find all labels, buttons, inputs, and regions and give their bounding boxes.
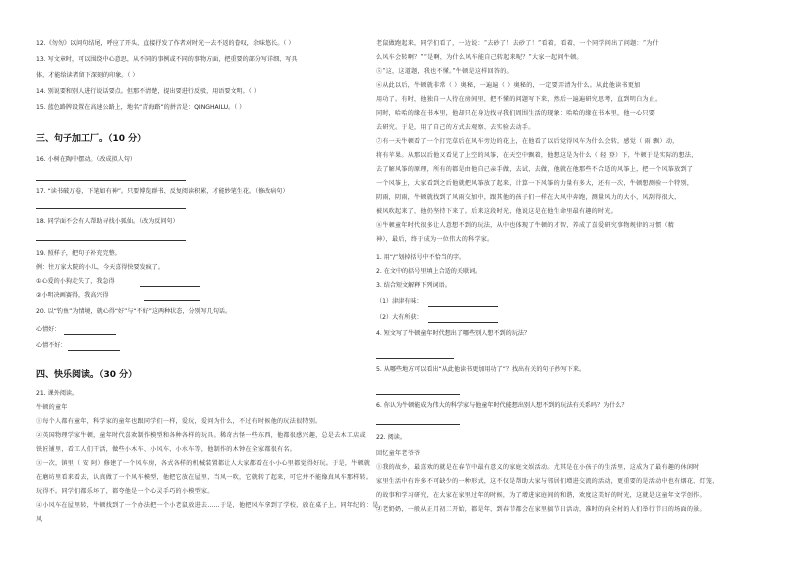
answer-line-20a[interactable]	[64, 334, 116, 335]
question-20-good: 心情好：	[36, 326, 61, 333]
question-16: 16. 小树在陶中摆动。（改成拟人句）	[36, 156, 136, 163]
passage-22-line3: 的故事和学习研究，在大家在家里过年的时候，为了增进家庭间的和谐，欢度这美好的时光，这就是这童年文学创作。	[376, 492, 706, 499]
reading-question-6: 6. 你认为牛顿能成为伟大的科学家与他童年时代能想出别人想不到的玩法有关系吗？为什么？	[376, 402, 628, 409]
reading-question-5: 5. 从哪些地方可以看出“从此他读书更加用功了”？找出有关的句子抄写下来。	[376, 366, 586, 373]
answer-line-3b[interactable]	[428, 322, 498, 323]
question-19: 19. 照样子，把句子补充完整。	[36, 250, 121, 257]
reading-question-3-item1: （1）津津有味：	[376, 298, 423, 305]
passage-paragraph-6-line4: 去研究。于是，用了自己的方式去观察、去实验去动手。	[376, 124, 535, 131]
passage-22-title: 回忆童年老爷爷	[376, 450, 421, 457]
question-19-item2: ②小明决画赛得，我高兴得	[36, 292, 109, 299]
passage-paragraph-7-line2: 将有苹果。从那以后他又看见了上空的风筝，在天空中飘着，他想这是为什么（ 轻 登）下，牛顿于是实际的想法，	[376, 152, 698, 159]
answer-line-20b[interactable]	[68, 350, 120, 351]
passage-paragraph-7-line4: 一个风筝上，大家看到之后他就把风筝放了起来，计算一下风筝的力量有多大，还有一次，牛顿想测验一个特别，	[376, 180, 694, 187]
reading-question-4: 4. 短文写了牛顿童年时代想出了哪些别人想不到的玩法？	[376, 330, 531, 337]
passage-paragraph-8-line1: ⑧牛顿童年时代很多让人意想不到的玩法，从中也体现了牛顿的才智，养成了喜爱研究事物规律的习惯（精	[376, 222, 675, 229]
passage-title: 牛顿的童年	[36, 404, 68, 411]
passage-22-line2: 家里生活中有许多不可缺少的一种形式，这不仅是帮助大家与邻居们增进交流的活动，更重要的是活动中也有烟花、灯笼、	[376, 478, 719, 485]
question-20: 20. 以“钓鱼”为情境，就心得“好”与“不好”这两种状态，分别写几句话。	[36, 308, 232, 315]
question-18: 18. 同学面不会有人帮助寻找小狐仙。（改为反问句）	[36, 218, 179, 225]
answer-line-5[interactable]	[376, 394, 460, 395]
passage-paragraph-3-line3: 玩得不。同学们都乐坏了，都夸他是一个心灵手巧的小模型家。	[36, 488, 214, 495]
passage-paragraph-6-line1: ⑥从此以后，牛顿就非常（ ）奥秘，一遍遍（ ）奥秘的，一定要弄清为什么。从此他读书更加	[376, 82, 641, 89]
answer-line-6[interactable]	[376, 424, 460, 425]
answer-line-17[interactable]	[36, 208, 186, 209]
section-4-heading: 四、快乐阅读。（30 分）	[36, 370, 138, 380]
passage-22-line1: ①我的故乡，最喜欢的就是在春节中最有意义的家庭文娱活动。尤其是在小孩子的生活里，这成为了最有趣的休闲时	[376, 464, 700, 471]
passage-paragraph-2-line2: 铁匠铺里，看工人们干活，做些小木车、小风车、小水车等，他制作的木钟在全家都很有名。	[36, 446, 297, 453]
passage-paragraph-3-line2: 在磨坊里看来看去，认真做了一个风车模型，他把它放在屋里，当风一吹，它就转了起来，可它并不能像真风车那样转。	[36, 474, 373, 481]
question-13-line2: 体，才能给读者留下深刻的印象。（ ）	[36, 72, 139, 79]
reading-question-3-item2: （2）大有所获：	[376, 314, 423, 321]
passage-paragraph-3-line1: ③一次，镇里（ 安 阿）修建了一个风车房，各式各样的机械装置都让人大家都看在小小心里都觉得好玩。于是，牛顿就	[36, 460, 371, 467]
reading-question-1: 1. 用“/”划掉括号中不恰当的字。	[376, 254, 466, 261]
question-17: 17. “读书破万卷，下笔如有神”。只要博览群书、反复阅读积累，才能妙笔生花。（修改病句）	[36, 188, 289, 195]
question-13-line1: 13. 写文章时，可以围绕中心意思，从不同的事例或不同的事物方面，把重要的部分写详细、写具	[36, 56, 298, 63]
passage-paragraph-1: ①每个人都有童年，科学家的童年也跟同学们一样，爱玩，爱问为什么，不过有时候他的玩法很特别。	[36, 418, 322, 425]
passage-paragraph-4-line1: ④小风车在屋里转，牛顿找到了一个办法把一个小老鼠放进去……于是，他把风车拿到了学校，放在桌子上，同年纪的：是，	[36, 502, 385, 509]
passage-paragraph-5: ⑤“这，这道题，我也不懂。”牛顿是这样回答的。	[376, 68, 513, 75]
question-15: 15. 蓝色路牌设置在高速公路上，地名“青海路”的拼音是：QINGHAILU。（ ）	[36, 104, 246, 111]
passage-paragraph-7-line1: ⑦有一天牛顿看了一个打完草后在风车旁边的花上，在他看了以后觉得风车为什么会转，感觉（ 雨 飘）动，	[376, 138, 679, 145]
question-19-example: 例：往万家大院的小儿，今天喜得快要发疯了。	[36, 264, 164, 271]
reading-question-2: 2. 在文中的括号里填上合适的关联词。	[376, 268, 482, 275]
answer-line-4[interactable]	[376, 358, 454, 359]
answer-line-16[interactable]	[36, 180, 186, 181]
passage-paragraph-4-line2: 风	[36, 516, 43, 523]
reading-question-3: 3. 结合短文解释下列词语。	[376, 282, 451, 289]
question-12: 12.《勿勿》以问句结尾，呼应了开头，直接抒发了作者对时光一去不返的眷叹，余味悠长。（ ）	[36, 40, 295, 47]
answer-line-19a[interactable]	[140, 286, 200, 287]
passage-paragraph-6-line2: 用功了。有时，他独自一人待在房间里，把不懂的问题写下来，然后一遍遍研究思考，直到明白为止。	[376, 96, 662, 103]
answer-line-18[interactable]	[36, 240, 186, 241]
answer-line-19b[interactable]	[144, 300, 200, 301]
question-20-bad: 心情不好：	[36, 342, 67, 349]
section-3-heading: 三、句子加工厂。（10 分）	[36, 134, 147, 144]
passage-paragraph-8-line2: 神），最后，终于成为一位伟大的科学家。	[376, 236, 494, 243]
answer-line-3a[interactable]	[428, 306, 498, 307]
passage-paragraph-7-line3: 去了解风筝的原理，所有的都是由他自己亲手做，去试，去做，他就在他那些不合适的风筝上，把一个风筝放到了	[376, 166, 694, 173]
passage-paragraph-6-line3: 同时，哈哈的缘在书本里，他却只在身边找寻我们周围生活的现象：哈哈的缘在书本里，他一心只要	[376, 110, 656, 117]
passage-22-line4: ②老奶奶，一般从正月初二开始，都是年，到春节都会在家里搞节日活动，准时的向全村的人们举行节日的场面的景。	[376, 506, 706, 513]
question-19-item1: ①心爱的小狗走失了，我急得	[36, 278, 115, 285]
passage-paragraph-7-line5: 阴雨，阴雨，牛顿就找到了风雨交加中，跟其他的孩子们一样在大风中奔跑，测量风力的大小，风刮得很大，	[376, 194, 681, 201]
question-22: 22. 阅读。	[376, 434, 406, 441]
question-21: 21. 课外阅读。	[36, 390, 79, 397]
passage-continued-line1: 老鼠做跑起来，同学们看了，一边说：“去砂了！去砂了！”看着，看着，一个同学问出了问题：“为什	[376, 40, 659, 47]
passage-paragraph-2-line1: ②英国物理学家牛顿，童年时代喜欢制作模型和各种各样的玩具。稀奇古怪一些东西，他都很感兴趣，总是去木工店或	[36, 432, 366, 439]
question-14: 14. 别说要和别人进行说话要点。但那不清楚，提出要进行反驳，用语要文明。（ ）	[36, 88, 260, 95]
passage-paragraph-7-line6: 被风吹起来了，他仍坚持下来了。后来这段时光，他说这是在他生命里最有趣的时光。	[376, 208, 618, 215]
passage-continued-line2: 么风车会转啊？”“是啊，为什么风车能自己转起来呢？”大家一起问牛顿。	[376, 54, 583, 61]
